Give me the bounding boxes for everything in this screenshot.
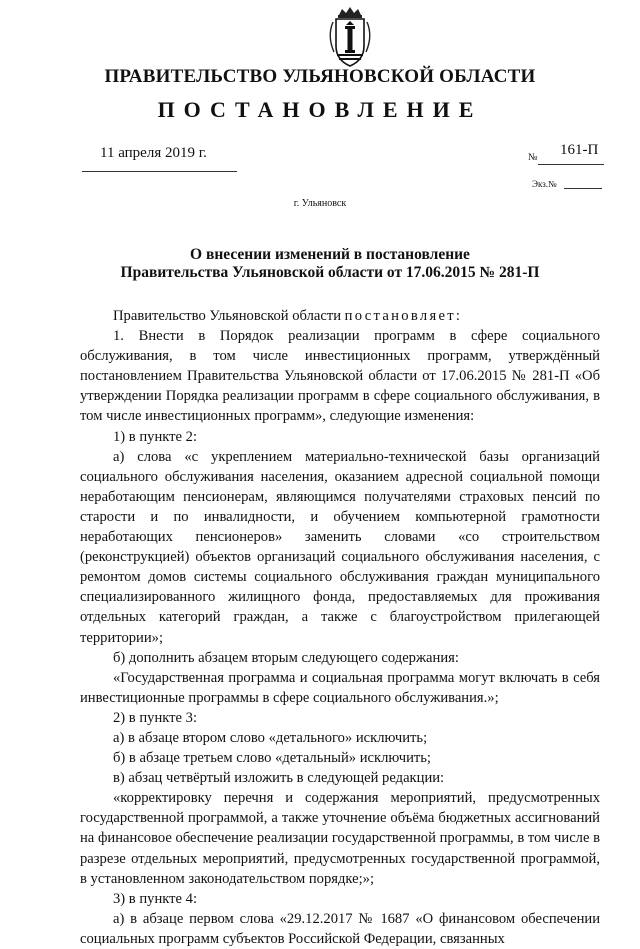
intro-verb: постановляет: [344, 308, 463, 324]
document-number: 161-П [560, 142, 599, 158]
subject-line-1: О внесении изменений в постановление [190, 246, 470, 263]
intro-paragraph [80, 306, 600, 326]
paragraph-2: 1) в пункте 2: [113, 428, 198, 445]
intro-prefix: Правительство Ульяновской области [113, 308, 345, 324]
paragraph-5: «Государственная программа и социальная программа могут включать в себя инвестиционные программы в сфере социального обслуживания.»; [80, 669, 600, 706]
paragraph-3: а) слова «с укреплением материально-технической базы организаций социального обслуживания населения, оказанием адресной социальной помощи неработающим пенсионерам, являющимся получателями страховых пенсий по старости и по инвалидности, и обучением компьютерной грамотности неработающих пенсионеров» заменить словами «со строительством (реконструкцией) объектов организаций социального обслуживания населения, с ремонтом домов системы социального обслуживания граждан муниципального специализированного жилищного фонда, предоставляемых для проживания отдельных категорий граждан, а также с благоустройством прилегающей территории»; [80, 448, 600, 646]
document-type: ПОСТАНОВЛЕНИЕ [157, 97, 483, 122]
document-subject [80, 246, 580, 282]
paragraph-4: б) дополнить абзацем вторым следующего содержания: [113, 649, 459, 666]
paragraph-7: а) в абзаце втором слово «детального» исключить; [113, 729, 428, 746]
document-body [80, 306, 600, 949]
paragraph-12: а) в абзаце первом слова «29.12.2017 № 1687 «О финансовом обеспечении социальных программ субъектов Российской Федерации, связанных [80, 910, 600, 947]
paragraph-9: в) абзац четвёртый изложить в следующей редакции: [113, 770, 445, 787]
copy-number-label: Экз.№ [532, 179, 557, 189]
paragraph-11: 3) в пункте 4: [113, 890, 198, 907]
paragraph-8: б) в абзаце третьем слово «детальный» исключить; [113, 750, 431, 767]
document-date: 11 апреля 2019 г. [100, 145, 207, 161]
ulyanovsk-coat-of-arms-icon [325, 6, 375, 68]
city: г. Ульяновск [293, 198, 347, 209]
subject-line-2: Правительства Ульяновской области от 17.06.2015 № 281-П [120, 264, 540, 281]
paragraph-1: 1. Внести в Порядок реализации программ в сфере социального обслуживания, в том числе инвестиционных программ, утверждённый постановлением Правительства Ульяновской области от 17.06.2015 № 281-П «Об утверждении Порядка реализации программ в сфере социального обслуживания, в том числе инвестиционных программ», следующие изменения: [80, 328, 600, 425]
copy-number-underline [564, 188, 602, 189]
paragraph-6: 2) в пункте 3: [113, 709, 198, 726]
number-underline [538, 164, 604, 165]
date-underline [82, 171, 237, 172]
paragraph-10: «корректировку перечня и содержания мероприятий, предусмотренных государственной программой, а также уточнение объёма бюджетных ассигнований на финансовое обеспечение реализации государственной программы, в том числе в разрезе отдельных мероприятий, предусмотренных государственной программой, в установленном законодательством порядке;»; [80, 790, 600, 887]
number-sign: № [528, 152, 538, 163]
government-title: ПРАВИТЕЛЬСТВО УЛЬЯНОВСКОЙ ОБЛАСТИ [104, 66, 536, 87]
